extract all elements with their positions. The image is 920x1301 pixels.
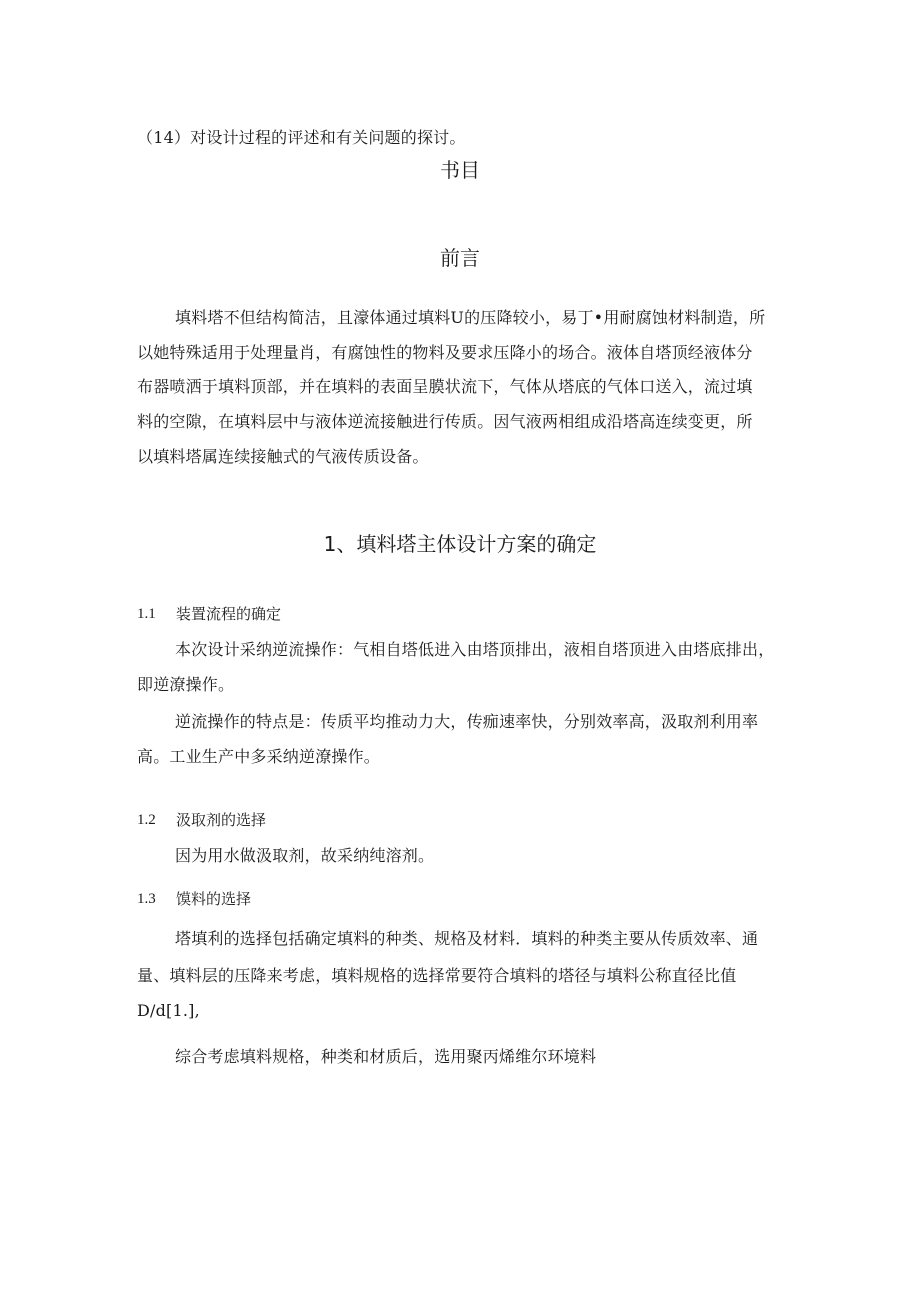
paragraph-line: 塔填利的选择包括确定填料的种类、规格及材料．填料的种类主要从传质效率、通 [175, 929, 759, 948]
preface-title: 前言 [440, 246, 480, 270]
subsection-1-2-number: 1.2 [137, 812, 156, 828]
paragraph-line: D/d[1.], [137, 1001, 200, 1020]
subsection-1-3-title: 馍料的选择 [176, 890, 252, 908]
section-1-title: 1、填料塔主体设计方案的确定 [323, 532, 597, 556]
paragraph-line: 综合考虑填料规格，种类和材质后，选用聚丙烯维尔环境料 [175, 1047, 597, 1066]
subsection-1-3-number: 1.3 [137, 891, 156, 907]
toc-title: 书目 [440, 158, 480, 182]
paragraph-line: 因为用水做汲取剂，故采纳纯溶剂。 [175, 846, 435, 865]
paragraph-line: 逆流操作的特点是：传质平均推动力大，传痂速率快，分别效率高，汲取剂利用率 [175, 712, 759, 731]
subsection-1-2-title: 汲取剂的选择 [176, 811, 267, 829]
paragraph-line: 即逆潦操作。 [137, 675, 235, 694]
preface-line: 以填料塔属连续接触式的气液传质设备。 [137, 447, 429, 466]
paragraph-line: 量、填料层的压降来考虑，填料规格的选择常要符合填料的塔径与填料公称直径比值 [137, 966, 737, 985]
paragraph-line: 高。工业生产中多采纳逆潦操作。 [137, 747, 381, 766]
preface-line: 布器喷洒于填料顶部，并在填料的表面呈膜状流下，气体从塔底的气体口送入，流过填 [137, 377, 753, 396]
preface-line: 填料塔不但结构简洁，且濠体通过填料U的压降较小，易丁•用耐腐蚀材料制造，所 [175, 308, 766, 327]
paragraph-line: 本次设计采纳逆流操作：气相自塔低进入由塔顶排出，液相自塔顶进入由塔底排出， [175, 640, 775, 659]
preface-line: 料的空隙，在填料层中与液体逆流接触进行传质。因气液两相组成沿塔高连续变更，所 [137, 412, 753, 431]
subsection-1-1-number: 1.1 [137, 606, 156, 622]
list-item-14: （14）对设计过程的评述和有关问题的探讨。 [137, 128, 466, 147]
preface-line: 以她特殊适用于处理量肖，有腐蚀性的物料及要求压降小的场合。液体自塔顶经液体分 [137, 343, 753, 362]
subsection-1-1-title: 装置流程的确定 [176, 605, 282, 623]
